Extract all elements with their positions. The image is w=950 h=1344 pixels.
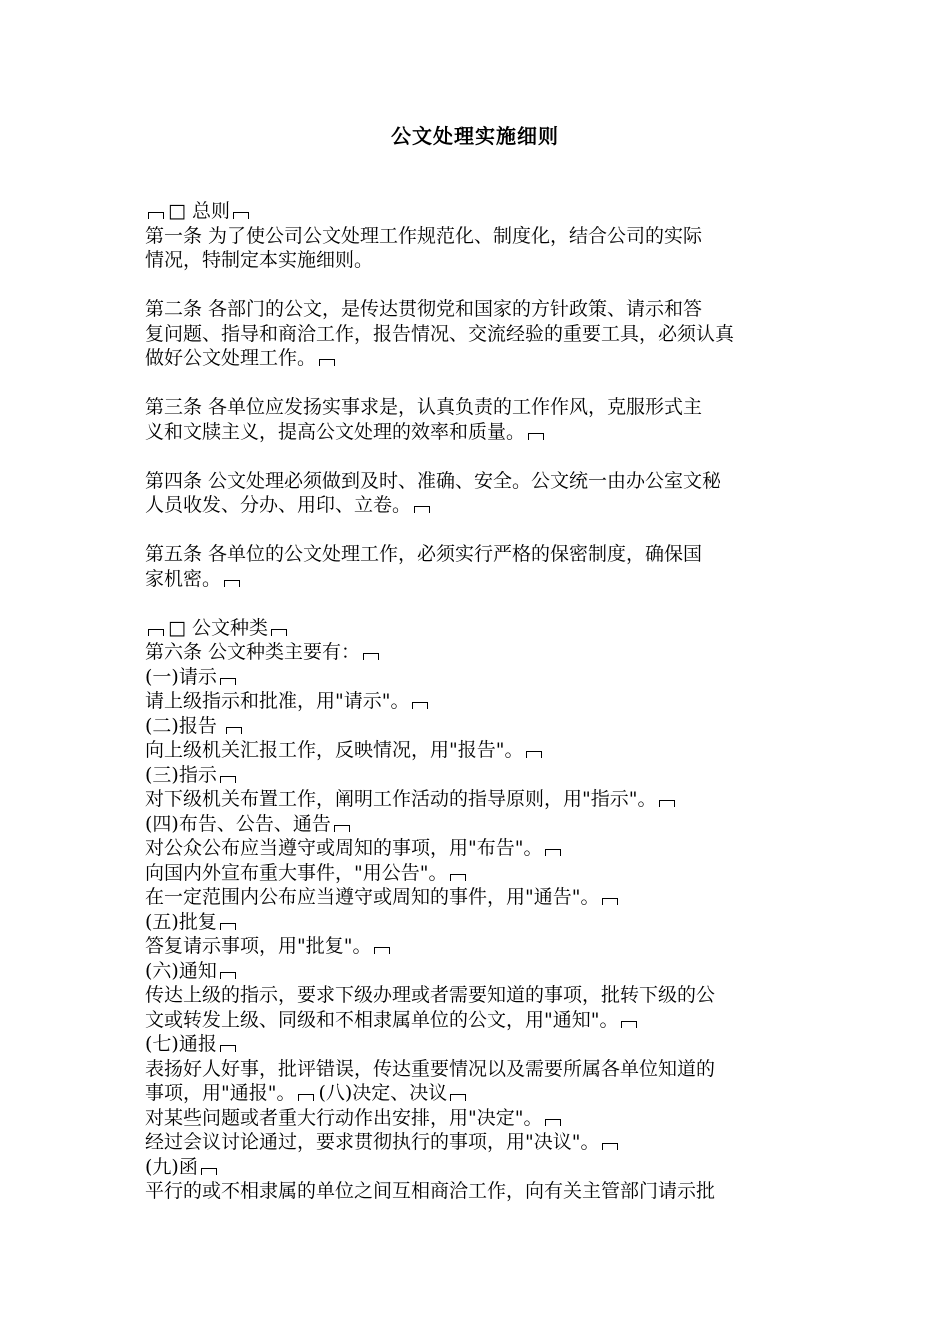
text-line <box>145 836 815 861</box>
line-text: (三)指示 <box>145 763 217 786</box>
paragraph-mark-icon <box>225 725 243 735</box>
line-text: □ 总则 <box>168 200 230 222</box>
line-text: 复问题、指导和商洽工作，报告情况、交流经验的重要工具，必须认真 <box>145 322 735 345</box>
line-text: 表扬好人好事，批评错误，传达重要情况以及需要所属各单位知道的 <box>145 1057 716 1080</box>
text-line <box>145 1106 815 1131</box>
line-text: 第六条 公文种类主要有： <box>145 641 361 663</box>
line-text: □ 公文种类 <box>168 616 268 639</box>
line-text: (一)请示 <box>145 665 217 688</box>
paragraph-mark-icon <box>297 1092 315 1102</box>
line-text: 第一条 为了使公司公文处理工作规范化、制度化，结合公司的实际 <box>145 224 703 247</box>
paragraph-mark-icon <box>658 798 676 808</box>
text-line <box>145 616 815 641</box>
paragraph-mark-icon <box>147 210 165 220</box>
text-line <box>145 1008 815 1033</box>
text-line <box>145 861 815 886</box>
text-line <box>145 763 815 788</box>
paragraph-mark-icon <box>219 774 237 784</box>
paragraph-mark-icon <box>525 749 543 759</box>
paragraph-mark-icon <box>333 823 351 833</box>
text-line <box>145 934 815 959</box>
text-line <box>145 1130 815 1155</box>
text-line <box>145 395 815 420</box>
line-text: 第三条 各单位应发扬实事求是，认真负责的工作作风，克服形式主 <box>145 396 703 418</box>
paragraph-mark-icon <box>413 504 431 514</box>
line-text: (五)批复 <box>145 910 217 933</box>
line-text: 对公众公布应当遵守或周知的事项，用"布告"。 <box>145 837 543 859</box>
paragraph-mark-icon <box>362 651 380 661</box>
paragraph-mark-icon <box>449 872 467 882</box>
text-line <box>145 640 815 665</box>
line-text: 第四条 公文处理必须做到及时、准确、安全。公文统一由办公室文秘 <box>145 469 722 492</box>
text-line <box>145 567 815 592</box>
paragraph-mark-icon <box>411 700 429 710</box>
paragraph-mark-icon <box>620 1019 638 1029</box>
line-text: 对下级机关布置工作，阐明工作活动的指导原则，用"指示"。 <box>145 788 657 810</box>
line-text: 向国内外宣布重大事件，"用公告"。 <box>145 861 448 884</box>
blank-line <box>145 371 815 396</box>
blank-line <box>145 444 815 469</box>
paragraph-mark-icon <box>219 921 237 931</box>
text-line <box>145 885 815 910</box>
text-line <box>145 910 815 935</box>
paragraph-mark-icon <box>527 431 545 441</box>
paragraph-mark-icon <box>373 945 391 955</box>
line-text: (四)布告、公告、通告 <box>145 812 331 835</box>
paragraph-mark-icon <box>219 676 237 686</box>
blank-line <box>145 273 815 298</box>
paragraph-mark-icon <box>544 1117 562 1127</box>
paragraph-mark-icon <box>219 1043 237 1053</box>
paragraph-mark-icon <box>544 847 562 857</box>
line-text: 做好公文处理工作。 <box>145 347 317 369</box>
paragraph-mark-icon <box>601 1141 619 1151</box>
line-text: 在一定范围内公布应当遵守或周知的事件，用"通告"。 <box>145 886 600 908</box>
line-text: 答复请示事项，用"批复"。 <box>145 935 372 957</box>
paragraph-mark-icon <box>223 578 241 588</box>
text-line <box>145 1155 815 1180</box>
text-line <box>145 1032 815 1057</box>
line-text: 平行的或不相隶属的单位之间互相商洽工作，向有关主管部门请示批 <box>145 1180 716 1202</box>
text-line <box>145 493 815 518</box>
line-text: 人员收发、分办、用印、立卷。 <box>145 494 412 516</box>
paragraph-mark-icon <box>147 627 165 637</box>
text-line <box>145 420 815 445</box>
paragraph-mark-icon <box>601 896 619 906</box>
text-line <box>145 812 815 837</box>
line-text: 经过会议讨论通过，要求贯彻执行的事项，用"决议"。 <box>145 1131 600 1153</box>
line-text: 向上级机关汇报工作，反映情况，用"报告"。 <box>145 739 524 761</box>
paragraph-mark-icon <box>232 210 250 220</box>
text-line <box>145 1179 815 1204</box>
paragraph-mark-icon <box>219 970 237 980</box>
line-text: 请上级指示和批准，用"请示"。 <box>145 690 410 712</box>
text-line <box>145 1081 815 1106</box>
text-line <box>145 542 815 567</box>
line-text: (六)通知 <box>145 959 217 982</box>
text-line <box>145 248 815 273</box>
document-title: 公文处理实施细则 <box>391 124 559 148</box>
paragraph-mark-icon <box>200 1166 218 1176</box>
paragraph-mark-icon <box>270 627 288 637</box>
text-line <box>145 1057 815 1082</box>
paragraph-mark-icon <box>449 1092 467 1102</box>
text-line <box>145 224 815 249</box>
line-text: 对某些问题或者重大行动作出安排，用"决定"。 <box>145 1106 543 1129</box>
line-text: 文或转发上级、同级和不相隶属单位的公文，用"通知"。 <box>145 1008 619 1031</box>
line-text-tail: (八)决定、决议 <box>318 1082 448 1104</box>
blank-line <box>145 518 815 543</box>
paragraph-mark-icon <box>318 357 336 367</box>
text-line <box>145 297 815 322</box>
line-text: 第五条 各单位的公文处理工作，必须实行严格的保密制度，确保国 <box>145 543 703 565</box>
line-text: 事项，用"通报"。 <box>145 1082 296 1104</box>
text-line <box>145 983 815 1008</box>
line-text: 家机密。 <box>145 567 222 590</box>
line-text: 第二条 各部门的公文，是传达贯彻党和国家的方针政策、请示和答 <box>145 298 703 320</box>
blank-line <box>145 591 815 616</box>
line-text: 义和文牍主义，提高公文处理的效率和质量。 <box>145 420 526 443</box>
text-line <box>145 689 815 714</box>
text-line <box>145 665 815 690</box>
text-line <box>145 959 815 984</box>
text-line <box>145 322 815 347</box>
line-text: 传达上级的指示，要求下级办理或者需要知道的事项，批转下级的公 <box>145 984 716 1006</box>
text-line <box>145 738 815 763</box>
line-text: (二)报告 <box>145 714 223 737</box>
text-line <box>145 346 815 371</box>
text-line <box>145 199 815 224</box>
line-text: (九)函 <box>145 1155 198 1178</box>
text-line <box>145 714 815 739</box>
line-text: 情况，特制定本实施细则。 <box>145 249 374 271</box>
document-body <box>145 199 815 1204</box>
line-text: (七)通报 <box>145 1033 217 1055</box>
text-line <box>145 469 815 494</box>
text-line <box>145 787 815 812</box>
